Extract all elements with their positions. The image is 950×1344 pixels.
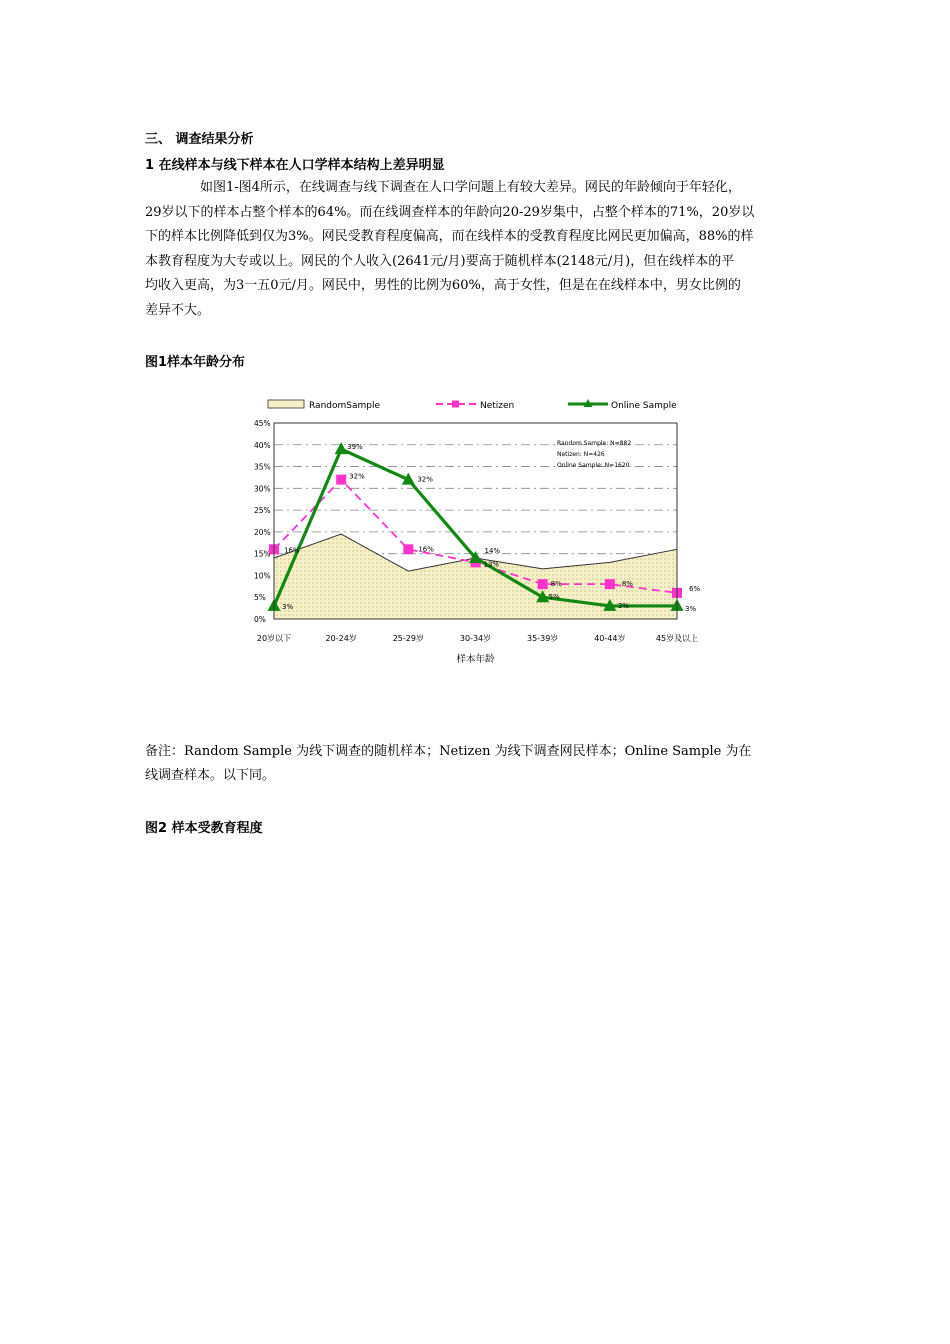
y-tick-label: 25% [254, 506, 271, 516]
paragraph-line: 均收入更高，为3一五0元/月。网民中，男性的比例为60%，高于女性，但是在在线样本中，男女比例的 [145, 278, 741, 293]
netizen-data-label: 6% [689, 584, 701, 593]
y-tick-label: 40% [254, 440, 271, 450]
paragraph-line: 29岁以下的样本占整个样本的64%。而在线调查样本的年龄向20-29岁集中，占整个样本的71%，20岁以 [145, 204, 755, 220]
paragraph-line: 如图1-图4所示，在线调查与线下调查在人口学问题上有较大差异。网民的年龄倾向于年轻化， [200, 180, 741, 195]
netizen-point [605, 579, 615, 589]
online-sample-data-label: 3% [282, 602, 294, 611]
annotation-line: Random Sample: N=882 [557, 440, 632, 447]
section-heading: 三、 调查结果分析 [145, 132, 254, 147]
online-sample-data-label: 3% [617, 601, 629, 610]
legend-swatch-randomsample [268, 400, 304, 408]
online-sample-data-label: 14% [484, 547, 501, 556]
netizen-point [403, 544, 413, 554]
figure2-title: 图2 样本受教育程度 [145, 821, 263, 836]
netizen-data-label: 8% [621, 580, 633, 589]
netizen-data-label: 8% [550, 580, 562, 589]
x-tick-label: 30-34岁 [459, 634, 492, 643]
y-tick-label: 10% [254, 571, 271, 581]
online-sample-data-label: 3% [685, 604, 697, 613]
figure1-title: 图1样本年龄分布 [145, 355, 246, 370]
age-distribution-chart [240, 390, 710, 680]
subheading: 1 在线样本与线下样本在人口学样本结构上差异明显 [145, 158, 445, 173]
legend-label-randomsample: RandomSample [309, 401, 381, 411]
y-tick-label: 15% [254, 549, 271, 559]
y-tick-label: 20% [254, 527, 271, 537]
x-tick-label: 45岁及以上 [655, 634, 699, 643]
legend-marker-netizen [452, 401, 459, 408]
netizen-point [336, 475, 346, 485]
legend-label-online-sample: Online Sample [611, 401, 677, 411]
netizen-data-label: 13% [483, 560, 500, 569]
y-tick-label: 0% [254, 615, 266, 624]
note-line: 线调查样本。以下同。 [145, 768, 276, 783]
paragraph-line: 下的样本比例降低到仅为3%。网民受教育程度偏高，而在线样本的受教育程度比网民更加偏高，88%的样 [145, 229, 754, 244]
sample-size-annotation [557, 440, 631, 469]
online-sample-data-label: 5% [548, 593, 560, 602]
paragraph-line: 差异不大。 [145, 302, 211, 318]
legend-label-netizen: Netizen [480, 401, 515, 411]
y-tick-label: 30% [254, 484, 271, 494]
y-tick-label: 35% [254, 462, 271, 472]
annotation-line: Netizen: N=426 [557, 451, 605, 458]
x-tick-label: 25-29岁 [392, 634, 424, 643]
x-tick-label: 20-24岁 [325, 634, 357, 643]
netizen-data-label: 32% [349, 472, 365, 481]
plot-area [268, 423, 701, 619]
x-axis-label: 样本年龄 [456, 654, 495, 665]
online-sample-point [335, 442, 348, 454]
online-sample-data-label: 32% [417, 475, 433, 484]
netizen-data-label: 16% [284, 546, 300, 555]
netizen-data-label: 16% [418, 545, 434, 554]
paragraph-line: 本教育程度为大专或以上。网民的个人收入(2641元/月)要高于随机样本(2148元/月)，但在线样本的平 [145, 253, 735, 269]
body-paragraph [145, 176, 813, 323]
x-tick-label: 35-39岁 [527, 634, 559, 643]
x-tick-label: 40-44岁 [594, 634, 626, 643]
figure-note [145, 740, 813, 788]
y-tick-label: 45% [254, 419, 271, 428]
annotation-line: Online Sample: N=1620 [557, 462, 630, 469]
chart-legend [268, 399, 677, 411]
netizen-point [538, 579, 548, 589]
x-tick-label: 20岁以下 [256, 634, 292, 643]
note-line: 备注：Random Sample 为线下调查的随机样本；Netizen 为线下调查网民样本；Online Sample 为在 [145, 744, 752, 759]
online-sample-data-label: 39% [347, 443, 363, 452]
y-tick-label: 5% [254, 593, 266, 603]
